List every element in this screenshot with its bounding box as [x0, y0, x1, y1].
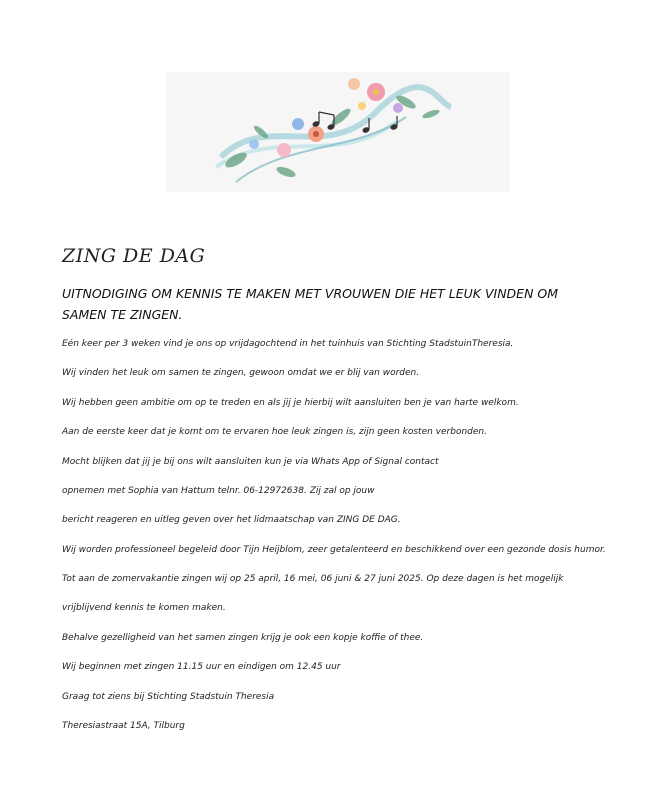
body-line: Wij beginnen met zingen 11.15 uur en eindigen om 12.45 uur: [62, 662, 341, 672]
body-line: Wij vinden het leuk om samen te zingen, gewoon omdat we er blij van worden.: [62, 368, 420, 378]
body-line: opnemen met Sophia van Hattum telnr. 06-12972638. Zij zal op jouw: [62, 486, 375, 496]
body-line: Behalve gezelligheid van het samen zingen krijg je ook een kopje koffie of thee.: [62, 633, 424, 643]
body-line: vrijblijvend kennis te komen maken.: [62, 603, 226, 613]
body-line: Aan de eerste keer dat je komt om te ervaren hoe leuk zingen is, zijn geen kosten verbonden.: [62, 427, 487, 437]
floral-music-notes-icon: [166, 72, 510, 192]
body-line: bericht reageren en uitleg geven over het lidmaatschap van ZING DE DAG.: [62, 515, 401, 525]
body-line: Tot aan de zomervakantie zingen wij op 25 april, 16 mei, 06 juni & 27 juni 2025. Op deze dagen is het mogelijk: [62, 574, 564, 584]
page-title: ZING DE DAG: [62, 245, 206, 267]
body-line: Eén keer per 3 weken vind je ons op vrijdagochtend in het tuinhuis van Stichting StadstuinTheresia.: [62, 339, 514, 349]
body-line: Mocht blijken dat jij je bij ons wilt aansluiten kun je via Whats App of Signal contact: [62, 457, 439, 467]
body-line: Wij hebben geen ambitie om op te treden en als jij je hierbij wilt aansluiten ben je van harte welkom.: [62, 398, 519, 408]
address-line: Theresiastraat 15A, Tilburg: [62, 721, 185, 731]
header-illustration: [166, 72, 510, 192]
body-line: Wij worden professioneel begeleid door Tijn Heijblom, zeer getalenteerd en beschikkend over een gezonde dosis humor.: [62, 545, 606, 555]
body-line: Graag tot ziens bij Stichting Stadstuin Theresia: [62, 692, 275, 702]
invitation-heading: UITNODIGING OM KENNIS TE MAKEN MET VROUWEN DIE HET LEUK VINDEN OM SAMEN TE ZINGEN.: [62, 286, 559, 322]
